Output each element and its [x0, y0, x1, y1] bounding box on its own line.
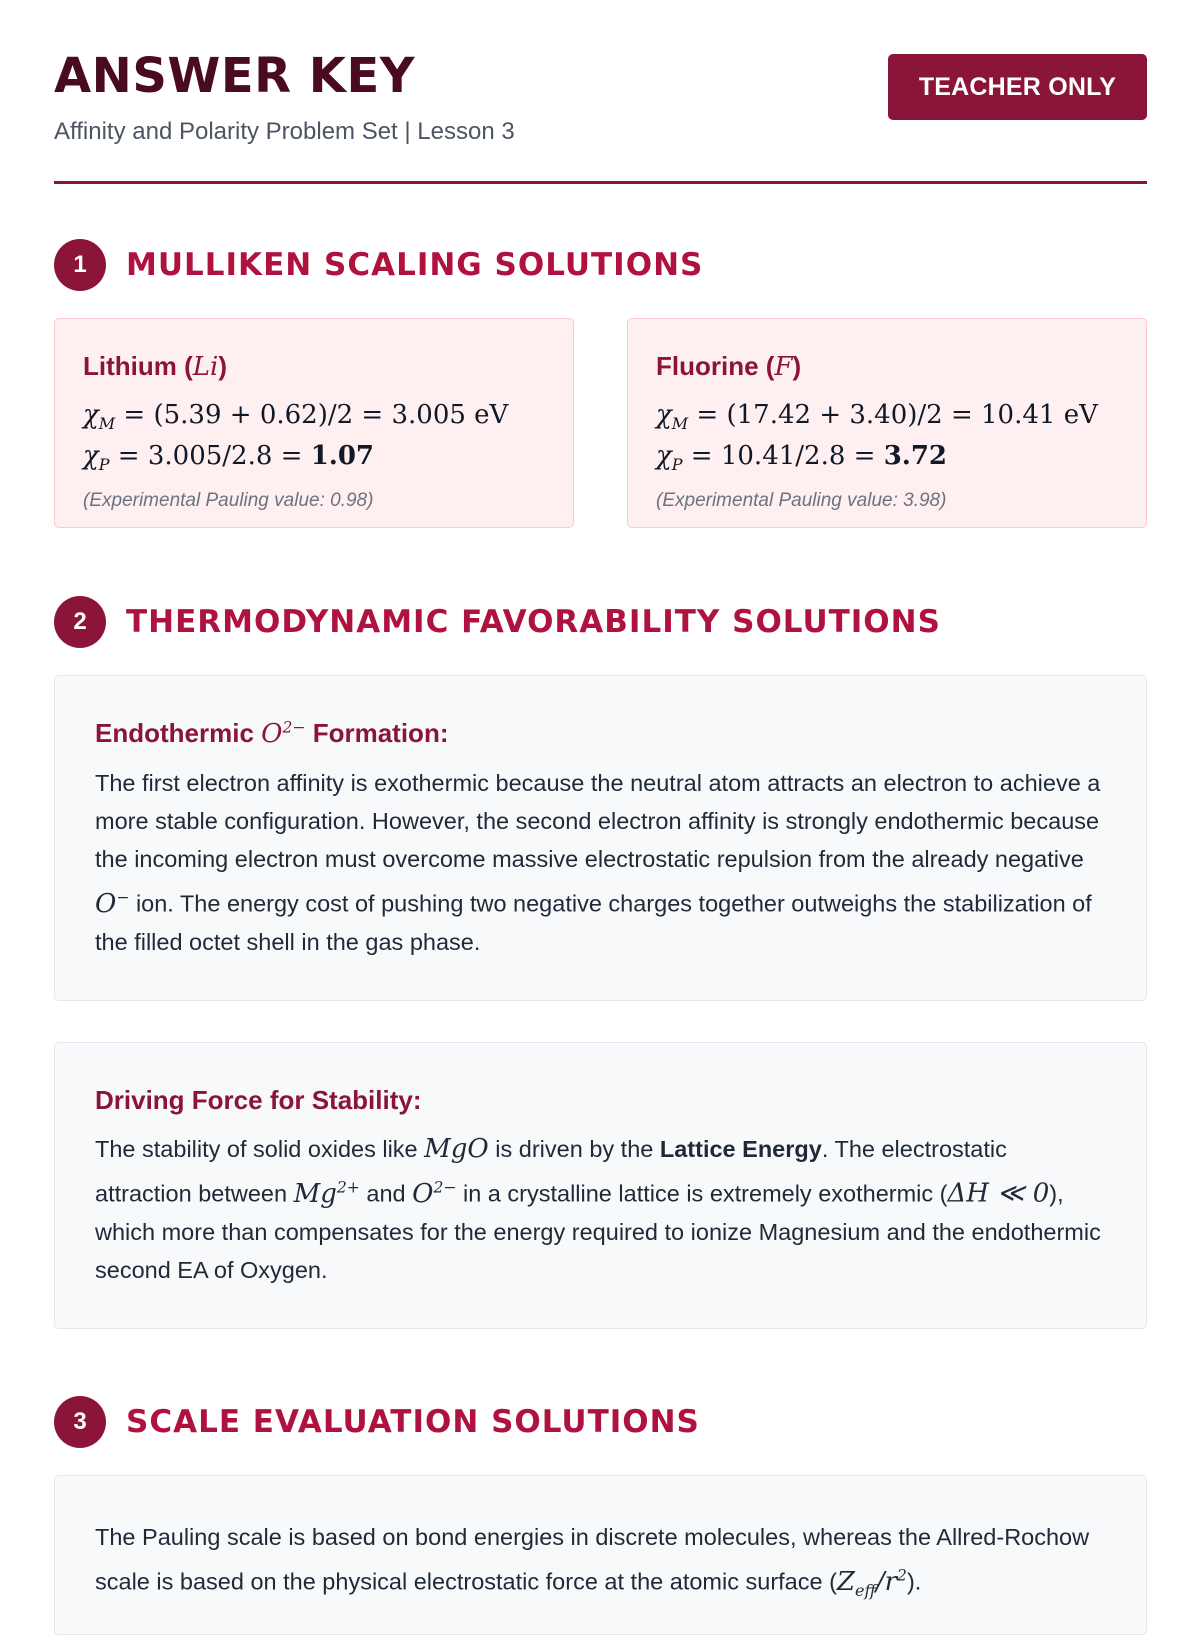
section-3-heading [54, 1396, 700, 1448]
mulliken-equation: $\chi_M = (17.42 + 3.40)/2 = 10.41$ eV [656, 400, 1098, 434]
driving-force-card [54, 1042, 1147, 1329]
pauling-result: 3.72 [883, 441, 948, 472]
section-number: 2 [54, 596, 106, 648]
card-title: Endothermic $O^{2-}$ Formation: [95, 718, 449, 749]
zeff-expression: $Z_{eff}/r^2$ [836, 1566, 907, 1600]
experimental-note: (Experimental Pauling value: 3.98) [656, 489, 947, 511]
oxygen-anion-symbol: O− [95, 888, 130, 919]
section-2-heading [54, 596, 941, 648]
mg-ion-symbol: $Mg^{2+}$ [293, 1178, 360, 1209]
pauling-equation: $\chi_P = 3.005/2.8 = 1.07$ [83, 441, 375, 475]
card-paragraph: The stability of solid oxides like MgO is driven by the Lattice Energy. The electrostatic attraction between $Mg^{2+}$ and $O^{2-}$ in a crystalline lattice is extremely exothermic (ΔH ≪ 0), which more than compensates for the energy required to ionize Magnesium and the endothermic second EA of Oxygen. [95, 1134, 1101, 1283]
section-title: THERMODYNAMIC FAVORABILITY SOLUTIONS [126, 604, 941, 640]
teacher-only-badge: TEACHER ONLY [888, 54, 1147, 120]
card-title: Lithium (Li) [83, 351, 228, 382]
endothermic-card [54, 675, 1147, 1001]
mulliken-equation: $\chi_M = (5.39 + 0.62)/2 = 3.005$ eV [83, 400, 509, 434]
page-title: ANSWER KEY [54, 48, 416, 104]
card-title: Driving Force for Stability: [95, 1085, 422, 1115]
element-name: Fluorine [656, 351, 759, 381]
fluorine-card [627, 318, 1147, 528]
element-symbol: F [774, 352, 793, 382]
section-number: 1 [54, 239, 106, 291]
section-number: 3 [54, 1396, 106, 1448]
card-title: Fluorine (F) [656, 351, 802, 382]
lithium-card [54, 318, 574, 528]
section-title: MULLIKEN SCALING SOLUTIONS [126, 247, 704, 283]
mgo-formula: MgO [424, 1134, 489, 1165]
pauling-result: 1.07 [310, 441, 375, 472]
answer-key-page [54, 0, 1147, 1600]
card-paragraph: The Pauling scale is based on bond energies in discrete molecules, whereas the Allred-Rochow scale is based on the physical electrostatic force at the atomic surface $(Z_{eff}/r^2)$. [95, 1524, 1090, 1600]
delta-h-expression: ΔH ≪ 0 [947, 1178, 1050, 1209]
oxide-ion-symbol: $O^{2-}$ [412, 1178, 457, 1209]
scale-evaluation-card [54, 1475, 1147, 1635]
element-symbol: Li [192, 352, 219, 382]
oxide-ion-symbol: $O^{2-}$ [261, 718, 306, 749]
section-title: SCALE EVALUATION SOLUTIONS [126, 1404, 700, 1440]
card-paragraph: The first electron affinity is exothermic because the neutral atom attracts an electron to achieve a more stable configuration. However, the second electron affinity is strongly endothermic because the incoming electron must overcome massive electrostatic repulsion from the already negative O− ion. The energy cost of pushing two negative charges together outweighs the stabilization of the filled octet shell in the gas phase. [95, 770, 1101, 955]
element-name: Lithium [83, 351, 177, 381]
page-header [54, 0, 1147, 184]
experimental-note: (Experimental Pauling value: 0.98) [83, 489, 374, 511]
section-1-heading [54, 239, 703, 291]
page-subtitle: Affinity and Polarity Problem Set | Lesson 3 [54, 118, 515, 145]
pauling-equation: $\chi_P = 10.41/2.8 = 3.72$ [656, 441, 948, 475]
lattice-energy-term: Lattice Energy [659, 1136, 822, 1163]
